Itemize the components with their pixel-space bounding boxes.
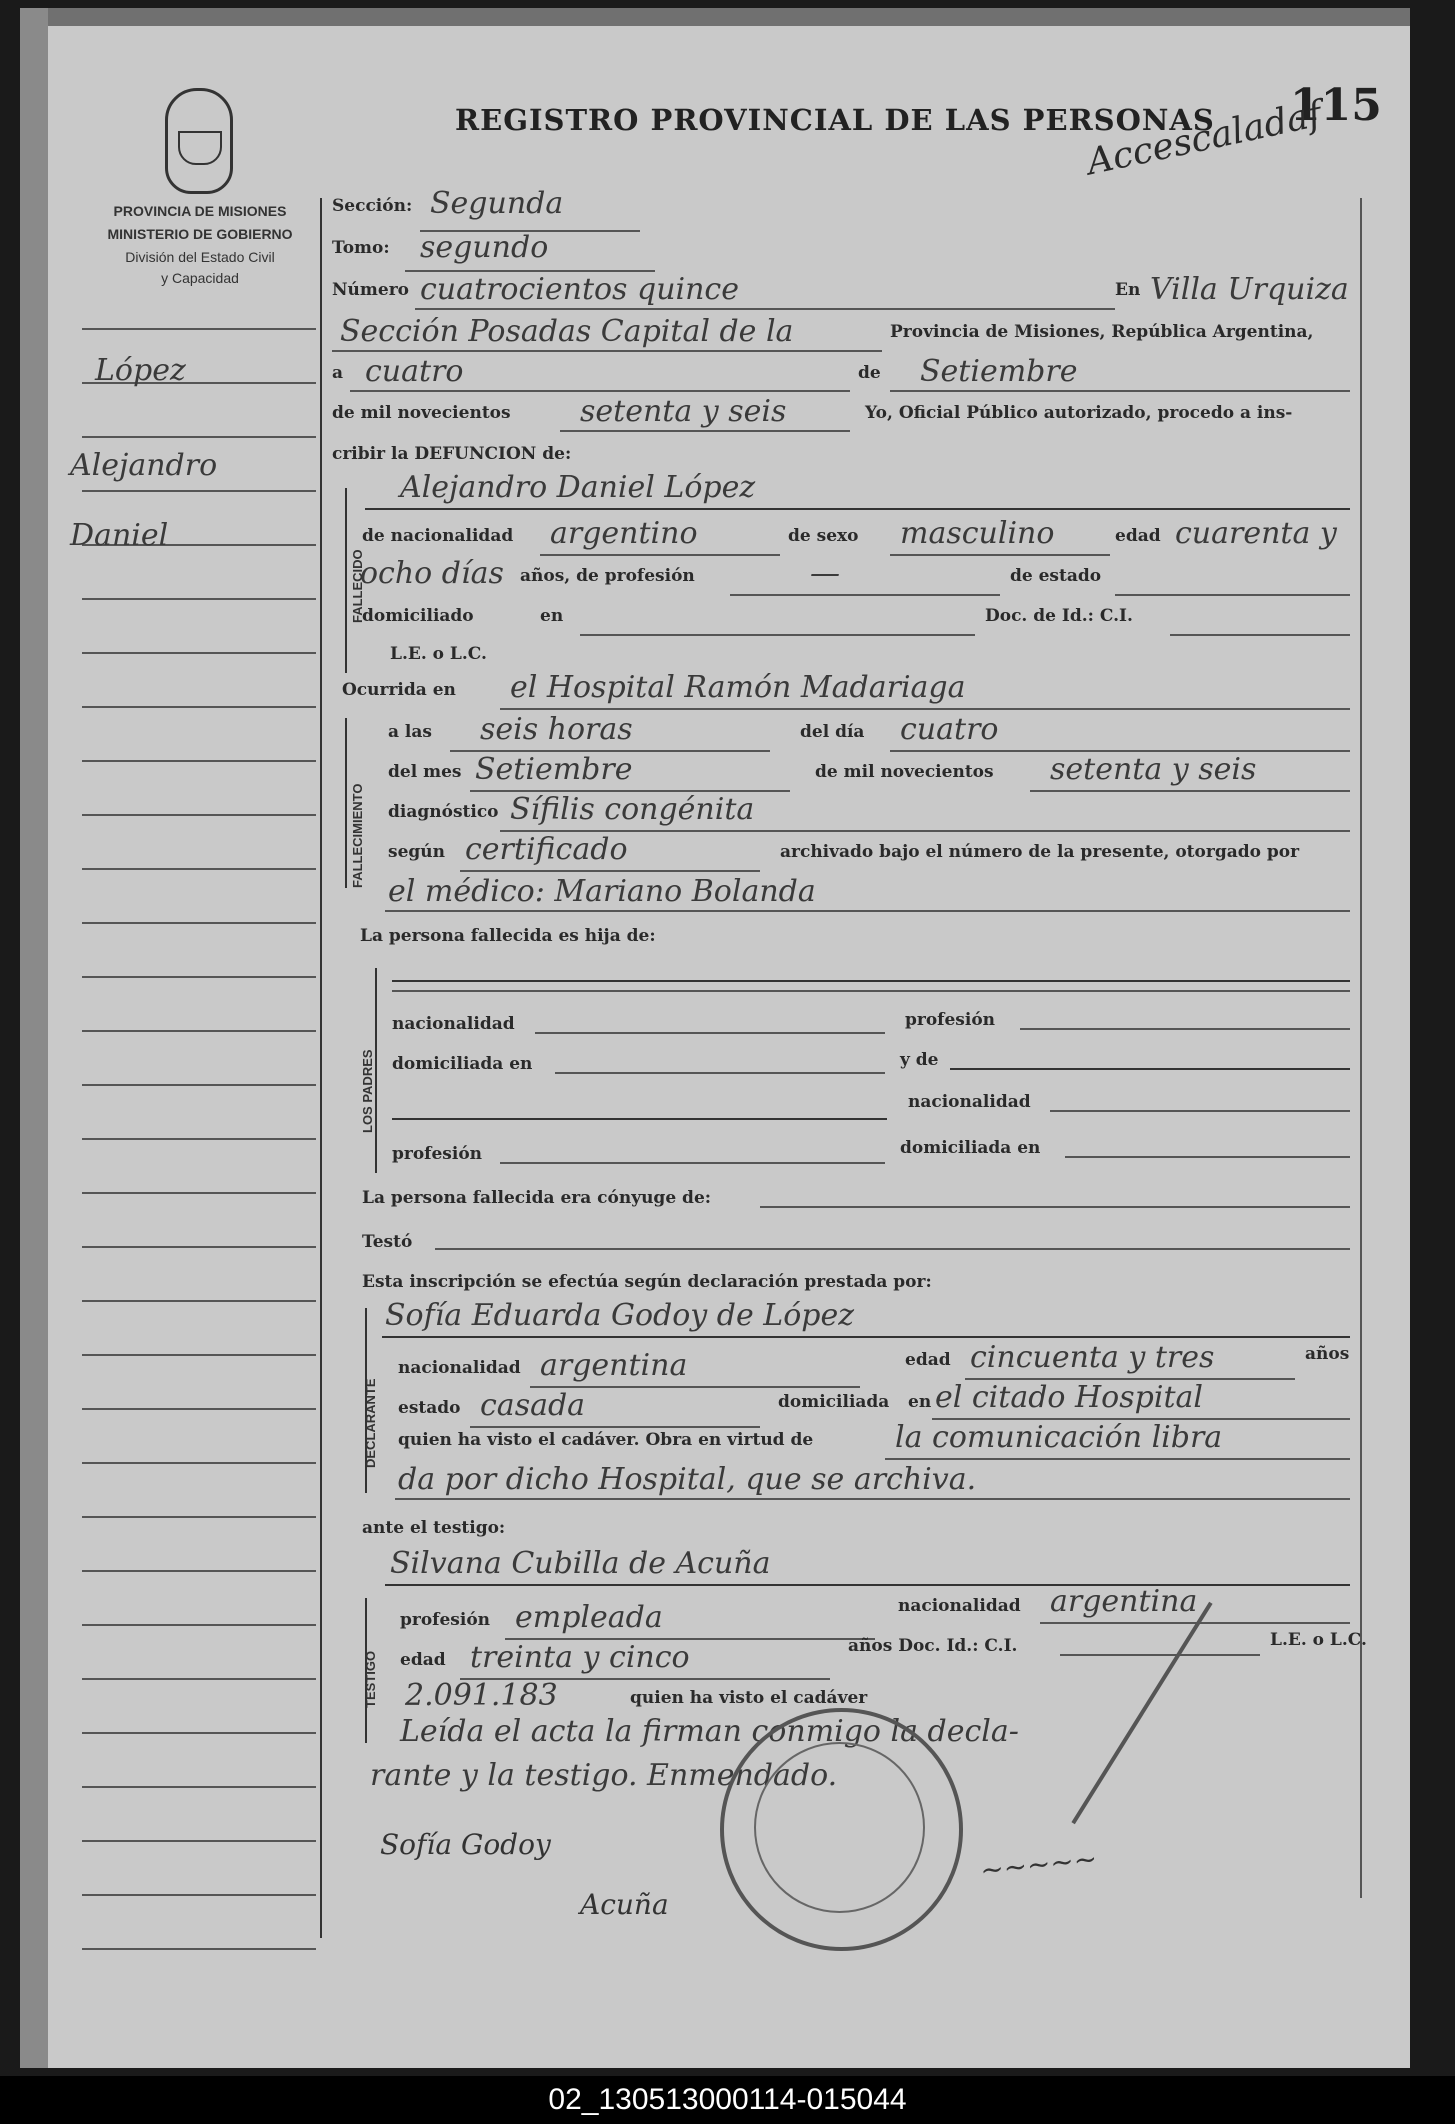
- margin-rule: [82, 868, 316, 870]
- label-hija-de: La persona fallecida es hija de:: [360, 926, 656, 946]
- coat-of-arms-icon: [165, 88, 233, 194]
- label-numero: Número: [332, 280, 409, 300]
- label-de: de: [858, 363, 881, 383]
- margin-rule: [82, 1570, 316, 1572]
- margin-rule: [82, 1786, 316, 1788]
- value-t-doc: 2.091.183: [405, 1678, 558, 1713]
- value-ocurrida: el Hospital Ramón Madariaga: [510, 670, 966, 705]
- margin-rule: [82, 1894, 316, 1896]
- label-provincia: Provincia de Misiones, República Argentina,: [890, 322, 1314, 342]
- tab-fallecimiento: FALLECIMIENTO: [350, 783, 365, 888]
- margin-rule: [82, 976, 316, 978]
- margin-rule: [82, 1462, 316, 1464]
- margin-first-name: Alejandro: [70, 448, 218, 483]
- margin-rule: [82, 1624, 316, 1626]
- signature-testigo: Acuña: [580, 1888, 669, 1921]
- label-conyuge: La persona fallecida era cónyuge de:: [362, 1188, 712, 1208]
- value-leida-a: Leída el acta la firman conmigo la decla-: [400, 1714, 1019, 1749]
- label-segun: según: [388, 842, 445, 862]
- margin-rule: [82, 1408, 316, 1410]
- tab-fallecido: FALLECIDO: [350, 549, 365, 623]
- label-d-nacionalidad: nacionalidad: [398, 1358, 521, 1378]
- margin-rule: [82, 706, 316, 708]
- value-d-obra-b: da por dicho Hospital, que se archiva.: [398, 1462, 977, 1497]
- value-mes: Setiembre: [920, 354, 1078, 389]
- value-d-nacionalidad: argentina: [540, 1348, 688, 1383]
- value-hora: seis horas: [480, 712, 633, 747]
- label-t-edad: edad: [400, 1650, 446, 1670]
- margin-rule: [82, 760, 316, 762]
- page-number: 115: [1290, 80, 1382, 131]
- value-profesion: —: [810, 556, 840, 591]
- value-lugar: Sección Posadas Capital de la: [340, 314, 794, 349]
- left-caption-line-3: División del Estado Civil: [125, 249, 275, 265]
- value-d-estado: casada: [480, 1388, 586, 1423]
- value-testigo: Silvana Cubilla de Acuña: [390, 1546, 771, 1581]
- margin-divider: [320, 198, 322, 1938]
- tab-declarante: DECLARANTE: [363, 1378, 378, 1468]
- label-t-profesion: profesión: [400, 1610, 491, 1630]
- label-p-nacionalidad: nacionalidad: [392, 1014, 515, 1034]
- margin-rule: [82, 652, 316, 654]
- label-ante-testigo: ante el testigo:: [362, 1518, 506, 1538]
- label-del-mes: del mes: [388, 762, 462, 782]
- left-caption-line-2: MINISTERIO DE GOBIERNO: [107, 226, 293, 242]
- label-t-nacionalidad: nacionalidad: [898, 1596, 1021, 1616]
- margin-rule: [82, 1192, 316, 1194]
- label-d-domiciliada: domiciliada: [778, 1392, 890, 1412]
- margin-rule: [82, 922, 316, 924]
- cross-out-mark: [1071, 1602, 1212, 1825]
- value-d-domicilio: el citado Hospital: [935, 1380, 1203, 1415]
- left-caption-line-1: PROVINCIA DE MISIONES: [113, 203, 287, 219]
- label-declaracion: Esta inscripción se efectúa según declaración prestada por:: [362, 1272, 932, 1292]
- value-d-edad: cincuenta y tres: [970, 1340, 1215, 1375]
- label-en2: en: [540, 606, 564, 626]
- label-archivado: archivado bajo el número de la presente, otorgado por: [780, 842, 1300, 862]
- value-d-obra-a: la comunicación libra: [895, 1420, 1223, 1455]
- label-p-profesion2: profesión: [392, 1144, 483, 1164]
- label-domiciliado: domiciliado: [362, 606, 474, 626]
- label-p-nacionalidad2: nacionalidad: [908, 1092, 1031, 1112]
- signature-declarante: Sofía Godoy: [380, 1828, 551, 1861]
- label-sexo: de sexo: [788, 526, 859, 546]
- value-dia: cuatro: [365, 354, 464, 389]
- label-a-las: a las: [388, 722, 432, 742]
- label-edad: edad: [1115, 526, 1161, 546]
- label-oficial: Yo, Oficial Público autorizado, procedo a ins-: [865, 403, 1293, 423]
- value-sexo: masculino: [900, 516, 1055, 551]
- value-seccion: Segunda: [430, 186, 564, 221]
- value-del-mes: Setiembre: [475, 752, 633, 787]
- label-a: a: [332, 363, 344, 383]
- value-t-edad: treinta y cinco: [470, 1640, 690, 1675]
- margin-rule: [82, 1030, 316, 1032]
- label-seccion: Sección:: [332, 196, 413, 216]
- margin-rule: [82, 1300, 316, 1302]
- margin-rule: [82, 1840, 316, 1842]
- value-anio2: setenta y seis: [1050, 752, 1257, 787]
- margin-surname: López: [95, 353, 186, 388]
- label-del-dia: del día: [800, 722, 865, 742]
- value-leida-b: rante y la testigo. Enmendado.: [370, 1758, 838, 1793]
- value-declarante: Sofía Eduarda Godoy de López: [385, 1298, 855, 1333]
- value-medico: el médico: Mariano Bolanda: [388, 874, 816, 909]
- label-ocurrida: Ocurrida en: [342, 680, 456, 700]
- page-top-edge: [20, 8, 1410, 26]
- value-numero: cuatrocientos quince: [420, 272, 739, 307]
- margin-rule: [82, 814, 316, 816]
- margin-rule: [82, 1246, 316, 1248]
- label-p-y-de: y de: [900, 1050, 939, 1070]
- label-de-mil: de mil novecientos: [332, 403, 511, 423]
- label-doc-id: Doc. de Id.: C.I.: [985, 606, 1133, 626]
- page-binding: [20, 8, 48, 2068]
- label-le-lc: L.E. o L.C.: [390, 644, 487, 664]
- margin-rule: [82, 328, 316, 330]
- label-en: En: [1115, 280, 1141, 300]
- margin-rule: [82, 1948, 316, 1950]
- margin-second-name: Daniel: [70, 518, 169, 553]
- label-p-profesion: profesión: [905, 1010, 996, 1030]
- label-d-edad: edad: [905, 1350, 951, 1370]
- value-edad-b: ocho días: [360, 556, 504, 591]
- label-estado: de estado: [1010, 566, 1102, 586]
- label-d-quien: quien ha visto el cadáver. Obra en virtud de: [398, 1430, 814, 1450]
- signature-oficial-icon: ~~~~~: [978, 1841, 1099, 1888]
- label-nacionalidad: de nacionalidad: [362, 526, 514, 546]
- value-anio: setenta y seis: [580, 394, 787, 429]
- top-signature: Accescaladaf: [1083, 93, 1326, 184]
- left-caption-line-4: y Capacidad: [161, 270, 239, 286]
- label-t-quien: quien ha visto el cadáver: [630, 1688, 868, 1708]
- value-en: Villa Urquiza: [1150, 272, 1349, 307]
- margin-rule: [82, 1678, 316, 1680]
- label-d-estado: estado: [398, 1398, 461, 1418]
- label-d-en: en: [908, 1392, 932, 1412]
- margin-rule: [82, 1138, 316, 1140]
- tab-los-padres: LOS PADRES: [360, 1049, 375, 1133]
- value-nombre: Alejandro Daniel López: [400, 470, 756, 505]
- value-tomo: segundo: [420, 230, 549, 265]
- label-t-anos-doc: años Doc. Id.: C.I.: [848, 1636, 1018, 1656]
- label-tomo: Tomo:: [332, 238, 390, 258]
- page-title: REGISTRO PROVINCIAL DE LAS PERSONAS: [455, 103, 1215, 137]
- margin-rule: [82, 1354, 316, 1356]
- margin-rule: [82, 1084, 316, 1086]
- label-diagnostico: diagnóstico: [388, 802, 499, 822]
- label-t-le-lc: L.E. o L.C.: [1270, 1630, 1367, 1650]
- value-diagnostico: Sífilis congénita: [510, 792, 755, 827]
- label-anos-profesion: años, de profesión: [520, 566, 695, 586]
- tab-testigo: TESTIGO: [363, 1650, 378, 1708]
- label-testo: Testó: [362, 1232, 413, 1252]
- label-d-anos: años: [1305, 1344, 1350, 1364]
- image-code-footer: 02_130513000114-015044: [0, 2076, 1455, 2124]
- margin-rule: [82, 1732, 316, 1734]
- label-p-domiciliada2: domiciliada en: [900, 1138, 1041, 1158]
- label-inscribir: cribir la DEFUNCION de:: [332, 444, 572, 464]
- official-stamp: [720, 1708, 963, 1951]
- margin-rule: [82, 490, 316, 492]
- margin-rule: [82, 598, 316, 600]
- margin-rule: [82, 1516, 316, 1518]
- margin-rule: [82, 436, 316, 438]
- label-de-mil2: de mil novecientos: [815, 762, 994, 782]
- value-del-dia: cuatro: [900, 712, 999, 747]
- value-t-profesion: empleada: [515, 1600, 663, 1635]
- value-nacionalidad: argentino: [550, 516, 698, 551]
- label-p-domiciliada: domiciliada en: [392, 1054, 533, 1074]
- record-page: [20, 8, 1410, 2068]
- value-edad-a: cuarenta y: [1175, 516, 1337, 551]
- value-t-nacionalidad: argentina: [1050, 1584, 1198, 1619]
- value-segun: certificado: [465, 832, 628, 867]
